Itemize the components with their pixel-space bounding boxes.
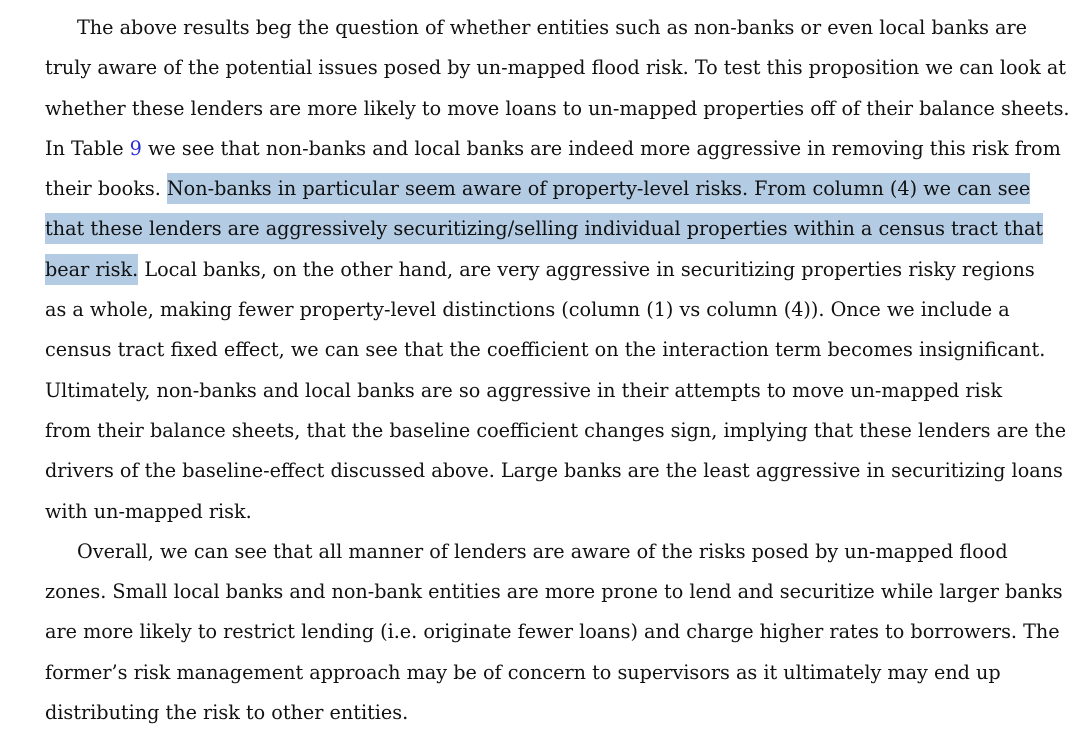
text-line <box>45 89 1070 129</box>
text-span: with un-mapped risk. <box>45 499 252 523</box>
text-line <box>45 572 1063 612</box>
text-span: The above results beg the question of whether entities such as non-banks or even local banks are <box>77 16 1027 39</box>
text-line <box>45 48 1066 88</box>
text-line <box>45 209 1044 249</box>
text-line <box>45 290 1010 330</box>
text-span: Overall, we can see that all manner of lenders are aware of the risks posed by un-mapped flood <box>77 539 1008 563</box>
text-line <box>45 330 1046 370</box>
text-line <box>45 250 1035 290</box>
paragraph-securitization-results <box>45 8 1070 532</box>
highlighted-text[interactable]: Non-banks in particular seem aware of property-level risks. From column (4) we can see <box>166 177 1031 201</box>
text-line <box>45 492 958 532</box>
paragraph-overall-conclusion <box>45 532 1063 733</box>
text-line <box>45 532 1008 572</box>
text-span: In Table <box>45 136 130 160</box>
text-span: Ultimately, non-banks and local banks are so aggressive in their attempts to move un-mapped risk <box>45 378 1003 402</box>
text-span: former’s risk management approach may be of concern to supervisors as it ultimately may end up <box>45 660 1001 684</box>
text-span: from their balance sheets, that the baseline coefficient changes sign, implying that these lenders are the <box>45 418 1067 442</box>
text-line <box>45 451 1063 491</box>
text-span: zones. Small local banks and non-bank entities are more prone to lend and securitize while larger banks <box>45 580 1063 604</box>
text-span: census tract fixed effect, we can see that the coefficient on the interaction term becomes insignificant. <box>45 338 1046 362</box>
text-span: truly aware of the potential issues posed by un-mapped flood risk. To test this proposition we can look at <box>45 56 1066 80</box>
text-line <box>45 8 1027 48</box>
text-line <box>45 411 1067 451</box>
highlighted-text[interactable]: that these lenders are aggressively securitizing/selling individual properties within a census tract that <box>45 217 1044 241</box>
text-span: we see that non-banks and local banks are indeed more aggressive in removing this risk from <box>141 136 1061 160</box>
text-span: drivers of the baseline-effect discussed above. Large banks are the least aggressive in securitizing loans <box>45 459 1063 483</box>
text-span: as a whole, making fewer property-level distinctions (column (1) vs column (4)). Once we include a <box>45 298 1010 322</box>
highlighted-text[interactable]: bear risk. <box>45 257 139 281</box>
text-span: their books. <box>45 177 167 201</box>
text-span: whether these lenders are more likely to move loans to un-mapped properties off of their balance sheets. <box>45 96 1070 120</box>
text-span: Local banks, on the other hand, are very aggressive in securitizing properties risky regions <box>138 257 1035 281</box>
table-reference-link[interactable]: 9 <box>129 136 142 160</box>
text-line <box>45 371 1003 411</box>
text-line <box>45 653 1001 693</box>
text-span: are more likely to restrict lending (i.e. originate fewer loans) and charge higher rates to borrowers. The <box>45 620 1060 644</box>
text-span: distributing the risk to other entities. <box>45 701 409 725</box>
text-line <box>45 693 958 733</box>
text-line <box>45 169 1031 209</box>
text-line <box>45 612 1060 652</box>
text-line <box>45 129 1061 169</box>
